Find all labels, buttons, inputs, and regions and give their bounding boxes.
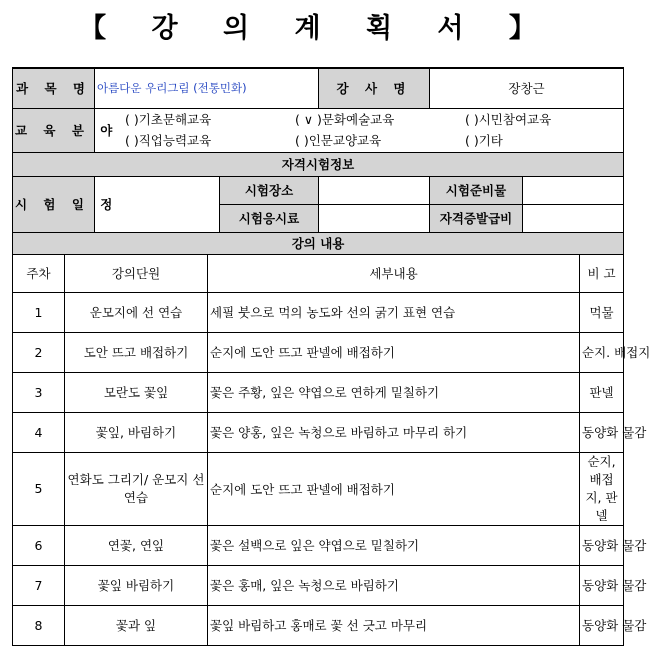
header-detail: 세부내용 xyxy=(208,254,580,292)
row-detail: 꽃은 홍매, 잎은 녹청으로 바림하기 xyxy=(208,565,580,605)
table-row xyxy=(13,565,624,605)
row-week: 7 xyxy=(13,565,65,605)
row-unit: 꽃잎 바림하기 xyxy=(65,565,208,605)
row-note: 동양화 물감 xyxy=(580,525,624,565)
row-unit: 연화도 그리기/ 운모지 선 연습 xyxy=(65,452,208,525)
field-option: ( )기초문해교육 xyxy=(125,112,212,127)
exam-prep-value xyxy=(523,176,624,204)
row-unit: 연꽃, 연잎 xyxy=(65,525,208,565)
field-option: ( )직업능력교육 xyxy=(125,133,212,148)
table-row xyxy=(13,332,624,372)
page-title: 【 강 의 계 획 서 】 xyxy=(79,13,554,44)
row-unit: 꽃잎, 바림하기 xyxy=(65,412,208,452)
row-note: 동양화 물감 xyxy=(580,565,624,605)
row-week: 3 xyxy=(13,372,65,412)
exam-place-value xyxy=(319,176,430,204)
field-option: ( ∨ )문화예술교육 xyxy=(295,112,395,127)
course-name-label: 과 목 명 xyxy=(13,68,95,108)
field-option: ( )인문교양교육 xyxy=(295,133,382,148)
header-unit: 강의단원 xyxy=(65,254,208,292)
row-detail: 세필 붓으로 먹의 농도와 선의 굵기 표현 연습 xyxy=(208,292,580,332)
field-option: ( )기타 xyxy=(465,133,503,148)
exam-section-title: 자격시험정보 xyxy=(13,152,624,176)
exam-fee-value xyxy=(319,204,430,232)
row-unit: 도안 뜨고 배접하기 xyxy=(65,332,208,372)
instructor-value: 장창근 xyxy=(430,68,624,108)
table-row xyxy=(13,292,624,332)
cert-fee-value xyxy=(523,204,624,232)
row-unit: 모란도 꽃잎 xyxy=(65,372,208,412)
row-note: 판넬 xyxy=(580,372,624,412)
row-week: 1 xyxy=(13,292,65,332)
row-week: 6 xyxy=(13,525,65,565)
table-row xyxy=(13,372,624,412)
exam-place-label: 시험장소 xyxy=(220,176,319,204)
header-week: 주차 xyxy=(13,254,65,292)
exam-prep-label: 시험준비물 xyxy=(430,176,523,204)
row-detail: 순지에 도안 뜨고 판넬에 배접하기 xyxy=(208,332,580,372)
row-week: 4 xyxy=(13,412,65,452)
header-note: 비 고 xyxy=(580,254,624,292)
row-detail: 순지에 도안 뜨고 판넬에 배접하기 xyxy=(208,452,580,525)
cert-fee-label: 자격증발급비 xyxy=(430,204,523,232)
row-unit: 꽃과 잎 xyxy=(65,605,208,645)
course-name-value: 아름다운 우리그림 (전통민화) xyxy=(95,68,319,108)
instructor-label: 강 사 명 xyxy=(319,68,430,108)
row-week: 5 xyxy=(13,452,65,525)
content-section-title: 강의 내용 xyxy=(13,232,624,254)
row-note: 동양화 물감 xyxy=(580,412,624,452)
row-note: 순지. 배접지 xyxy=(580,332,624,372)
row-detail: 꽃잎 바림하고 홍매로 꽃 선 긋고 마무리 xyxy=(208,605,580,645)
field-option: ( )시민참여교육 xyxy=(465,112,552,127)
lecture-plan-table xyxy=(12,67,650,646)
field-label: 교 육 분 야 xyxy=(13,108,95,152)
row-detail: 꽃은 양홍, 잎은 녹청으로 바림하고 마무리 하기 xyxy=(208,412,580,452)
field-options xyxy=(95,108,624,152)
row-note: 순지,배접지, 판넬 xyxy=(580,452,624,525)
exam-fee-label: 시험응시료 xyxy=(220,204,319,232)
row-week: 8 xyxy=(13,605,65,645)
row-note: 동양화 물감 xyxy=(580,605,624,645)
table-row xyxy=(13,412,624,452)
row-detail: 꽃은 주황, 잎은 약엽으로 연하게 밑칠하기 xyxy=(208,372,580,412)
row-unit: 운모지에 선 연습 xyxy=(65,292,208,332)
row-note: 먹물 xyxy=(580,292,624,332)
table-row xyxy=(13,605,624,645)
table-row xyxy=(13,452,624,525)
row-detail: 꽃은 설백으로 잎은 약엽으로 밑칠하기 xyxy=(208,525,580,565)
exam-schedule-label: 시 험 일 정 xyxy=(13,176,95,232)
row-week: 2 xyxy=(13,332,65,372)
table-row xyxy=(13,525,624,565)
